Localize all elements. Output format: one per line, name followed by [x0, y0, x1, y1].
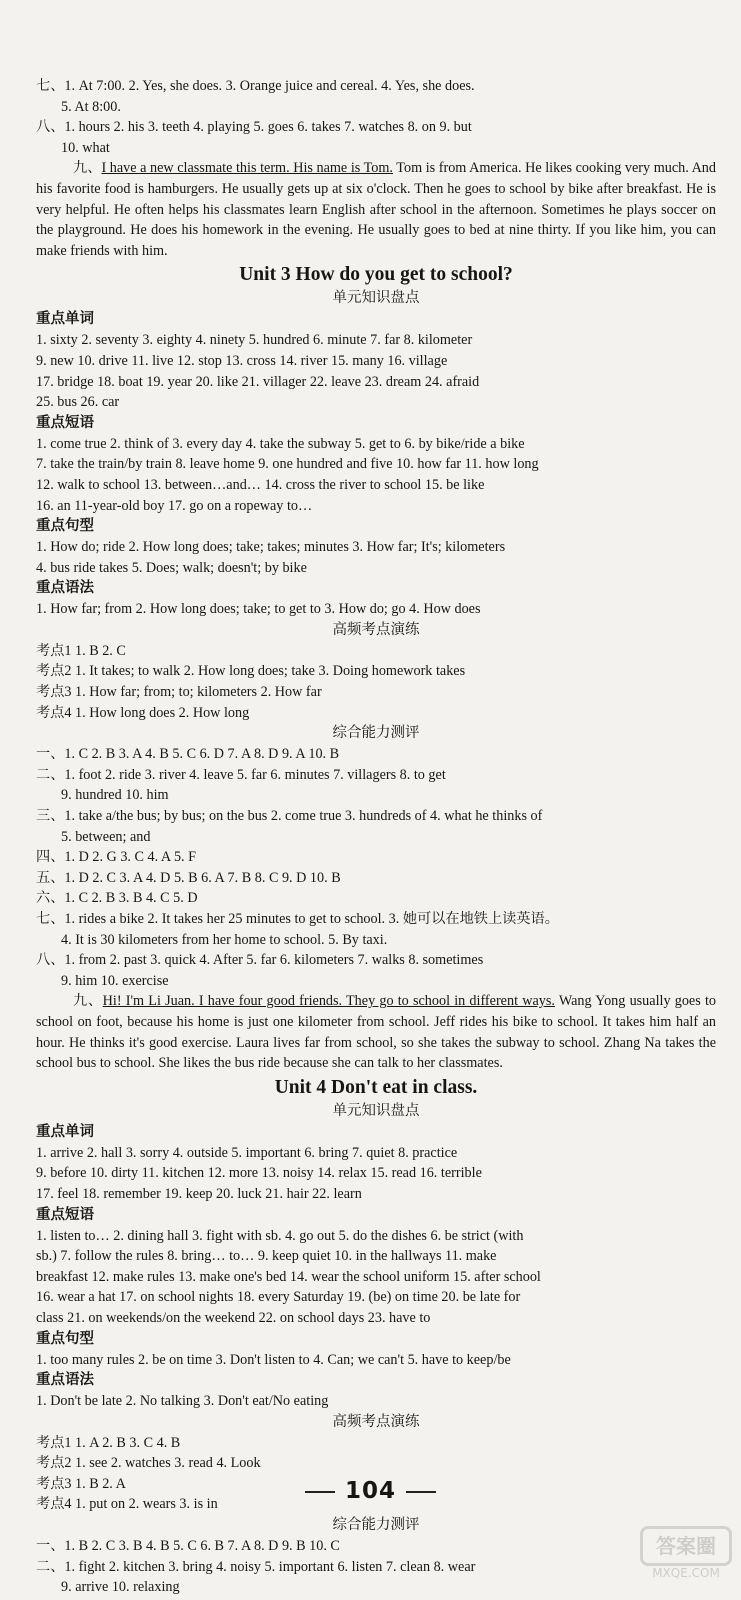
unit3-phrases-heading: 重点短语: [36, 414, 94, 431]
section-label: 九、: [73, 160, 102, 177]
unit4-grammar-heading: 重点语法: [36, 1372, 94, 1389]
answer-line: 9. arrive 10. relaxing: [61, 1579, 180, 1596]
watermark-logo: [640, 1526, 732, 1586]
answer-line: 五、1. D 2. C 3. A 4. D 5. B 6. A 7. B 8. C 9. D 10. B: [36, 869, 341, 886]
unit3-grammar: [36, 599, 716, 620]
answer-line: 1. listen to… 2. dining hall 3. fight with sb. 4. go out 5. do the dishes 6. be strict (with: [36, 1227, 524, 1244]
answer-line: 七、1. At 7:00. 2. Yes, she does. 3. Orange juice and cereal. 4. Yes, she does.: [36, 78, 475, 94]
answer-line: 10. what: [61, 139, 110, 156]
answer-line: 1. How do; ride 2. How long does; take; takes; minutes 3. How far; It's; kilometers: [36, 539, 506, 556]
unit3-test-heading: 综合能力测评: [332, 725, 420, 742]
answer-line: 六、1. C 2. B 3. B 4. C 5. D: [36, 890, 198, 907]
unit4-grammar: [36, 1391, 716, 1412]
answer-line: 16. an 11-year-old boy 17. go on a ropeway to…: [36, 497, 313, 514]
writing-rest: Tom is from America. He likes cooking very much. And his favorite food is hamburgers. He usually gets up at six o'clock. Then he goes to school by bike after breakfast. He is very helpful. He often helps his classmates learn English after school in the afternoon. Sometimes he plays soccer on the playground. He does his homework in the evening. He usually goes to bed at nine thirty. If you like him, you can make friends with him.: [36, 160, 716, 259]
answer-line: 一、1. C 2. B 3. A 4. B 5. C 6. D 7. A 8. D 9. A 10. B: [36, 746, 340, 763]
unit4-sentences-heading: 重点句型: [36, 1330, 94, 1347]
unit3-words: [36, 330, 716, 412]
answer-line: 17. bridge 18. boat 19. year 20. like 21. villager 22. leave 23. dream 24. afraid: [36, 373, 480, 390]
answer-line: 9. him 10. exercise: [61, 972, 169, 989]
answer-line: 七、1. rides a bike 2. It takes her 25 minutes to get to school. 3. 她可以在地铁上读英语。: [36, 911, 559, 927]
answer-line: 一、1. B 2. C 3. B 4. B 5. C 6. B 7. A 8. D 9. B 10. C: [36, 1538, 340, 1555]
answer-line: 八、1. hours 2. his 3. teeth 4. playing 5. goes 6. takes 7. watches 8. on 9. but: [36, 119, 472, 136]
watermark-url: MXQE.COM: [652, 1566, 720, 1580]
answer-line: class 21. on weekends/on the weekend 22. on school days 23. have to: [36, 1309, 431, 1326]
answer-line: 17. feel 18. remember 19. keep 20. luck 21. hair 22. learn: [36, 1185, 362, 1202]
answer-line: 5. between; and: [61, 828, 151, 845]
answer-line: 二、1. fight 2. kitchen 3. bring 4. noisy 5. important 6. listen 7. clean 8. wear: [36, 1558, 476, 1575]
answer-line: 1. Don't be late 2. No talking 3. Don't eat/No eating: [36, 1393, 329, 1410]
answer-line: 1. How far; from 2. How long does; take; to get to 3. How do; go 4. How does: [36, 601, 481, 618]
answer-line: 4. It is 30 kilometers from her home to school. 5. By taxi.: [61, 931, 388, 948]
unit3-knowledge-heading: 单元知识盘点: [332, 290, 420, 307]
answer-line: 考点3 1. B 2. A: [36, 1475, 126, 1492]
answer-line: 三、1. take a/the bus; by bus; on the bus 2. come true 3. hundreds of 4. what he thinks of: [36, 808, 543, 825]
section-label: 九、: [73, 993, 103, 1010]
answer-line: sb.) 7. follow the rules 8. bring… to… 9. keep quiet 10. in the hallways 11. make: [36, 1248, 497, 1265]
unit4-test: [36, 1536, 716, 1598]
unit4-title: Unit 4 Don't eat in class.: [274, 1076, 478, 1098]
unit2-answers-end: [36, 76, 716, 158]
writing-sample-unit2: [36, 158, 716, 261]
answer-line: 二、1. foot 2. ride 3. river 4. leave 5. far 6. minutes 7. villagers 8. to get: [36, 766, 446, 783]
answer-line: 25. bus 26. car: [36, 394, 120, 411]
answer-line: 考点1 1. A 2. B 3. C 4. B: [36, 1434, 181, 1451]
page-number: 104: [0, 1478, 741, 1504]
unit4-sentences: [36, 1350, 716, 1371]
unit3-grammar-heading: 重点语法: [36, 580, 94, 597]
watermark-logo-mark: 答案圈: [640, 1526, 732, 1566]
writing-sample-unit3: [36, 991, 716, 1073]
answer-line: 9. before 10. dirty 11. kitchen 12. more 13. noisy 14. relax 15. read 16. terrible: [36, 1165, 482, 1182]
answer-line: 四、1. D 2. G 3. C 4. A 5. F: [36, 849, 197, 866]
answer-line: 考点4 1. How long does 2. How long: [36, 704, 250, 721]
answer-line: 4. bus ride takes 5. Does; walk; doesn't; by bike: [36, 559, 307, 576]
answer-line: 5. At 8:00.: [61, 98, 121, 115]
writing-rest: Wang Yong usually goes to school on foot, because his home is just one kilometer from school. Jeff rides his bike to school. It takes him half an hour. He thinks it's good exercise. Laura lives far from school, so she takes the subway to school. Zhang Na takes the school bus to school. She likes the bus ride because she can talk to her classmates.: [36, 993, 716, 1072]
unit4-practice-heading: 高频考点演练: [332, 1413, 420, 1430]
answer-page: [36, 76, 716, 1598]
answer-line: 16. wear a hat 17. on school nights 18. every Saturday 19. (be) on time 20. be late for: [36, 1289, 521, 1306]
unit3-test: [36, 744, 716, 991]
answer-line: 7. take the train/by train 8. leave home 9. one hundred and five 10. how far 11. how long: [36, 456, 539, 473]
answer-line: breakfast 12. make rules 13. make one's bed 14. wear the school uniform 15. after school: [36, 1268, 541, 1285]
answer-line: 1. too many rules 2. be on time 3. Don't listen to 4. Can; we can't 5. have to keep/be: [36, 1351, 511, 1368]
answer-line: 考点2 1. see 2. watches 3. read 4. Look: [36, 1455, 261, 1472]
answer-line: 1. come true 2. think of 3. every day 4. take the subway 5. get to 6. by bike/ride a bike: [36, 435, 525, 452]
answer-line: 9. new 10. drive 11. live 12. stop 13. cross 14. river 15. many 16. village: [36, 352, 448, 369]
unit4-words-heading: 重点单词: [36, 1123, 94, 1140]
unit3-phrases: [36, 434, 716, 516]
answer-line: 考点4 1. put on 2. wears 3. is in: [36, 1496, 218, 1513]
answer-line: 八、1. from 2. past 3. quick 4. After 5. far 6. kilometers 7. walks 8. sometimes: [36, 952, 484, 969]
answer-line: 考点2 1. It takes; to walk 2. How long does; take 3. Doing homework takes: [36, 663, 466, 680]
unit3-sentences: [36, 537, 716, 578]
answer-line: 考点3 1. How far; from; to; kilometers 2. How far: [36, 684, 322, 701]
writing-first-sentence: Hi! I'm Li Juan. I have four good friends. They go to school in different ways.: [102, 993, 555, 1010]
unit3-words-heading: 重点单词: [36, 311, 94, 328]
unit3-practice-heading: 高频考点演练: [332, 621, 420, 638]
answer-line: 9. hundred 10. him: [61, 787, 169, 804]
unit3-points: [36, 641, 716, 723]
unit4-words: [36, 1143, 716, 1205]
writing-first-sentence: I have a new classmate this term. His name is Tom.: [101, 160, 393, 177]
unit4-knowledge-heading: 单元知识盘点: [332, 1102, 420, 1119]
unit4-phrases: [36, 1226, 716, 1329]
unit3-sentences-heading: 重点句型: [36, 518, 94, 535]
unit3-title: Unit 3 How do you get to school?: [239, 264, 513, 286]
unit4-phrases-heading: 重点短语: [36, 1206, 94, 1223]
answer-line: 1. arrive 2. hall 3. sorry 4. outside 5. important 6. bring 7. quiet 8. practice: [36, 1144, 458, 1161]
answer-line: 12. walk to school 13. between…and… 14. cross the river to school 15. be like: [36, 476, 485, 493]
answer-line: 1. sixty 2. seventy 3. eighty 4. ninety 5. hundred 6. minute 7. far 8. kilometer: [36, 332, 473, 349]
unit4-test-heading: 综合能力测评: [332, 1517, 420, 1534]
answer-line: 考点1 1. B 2. C: [36, 642, 126, 659]
